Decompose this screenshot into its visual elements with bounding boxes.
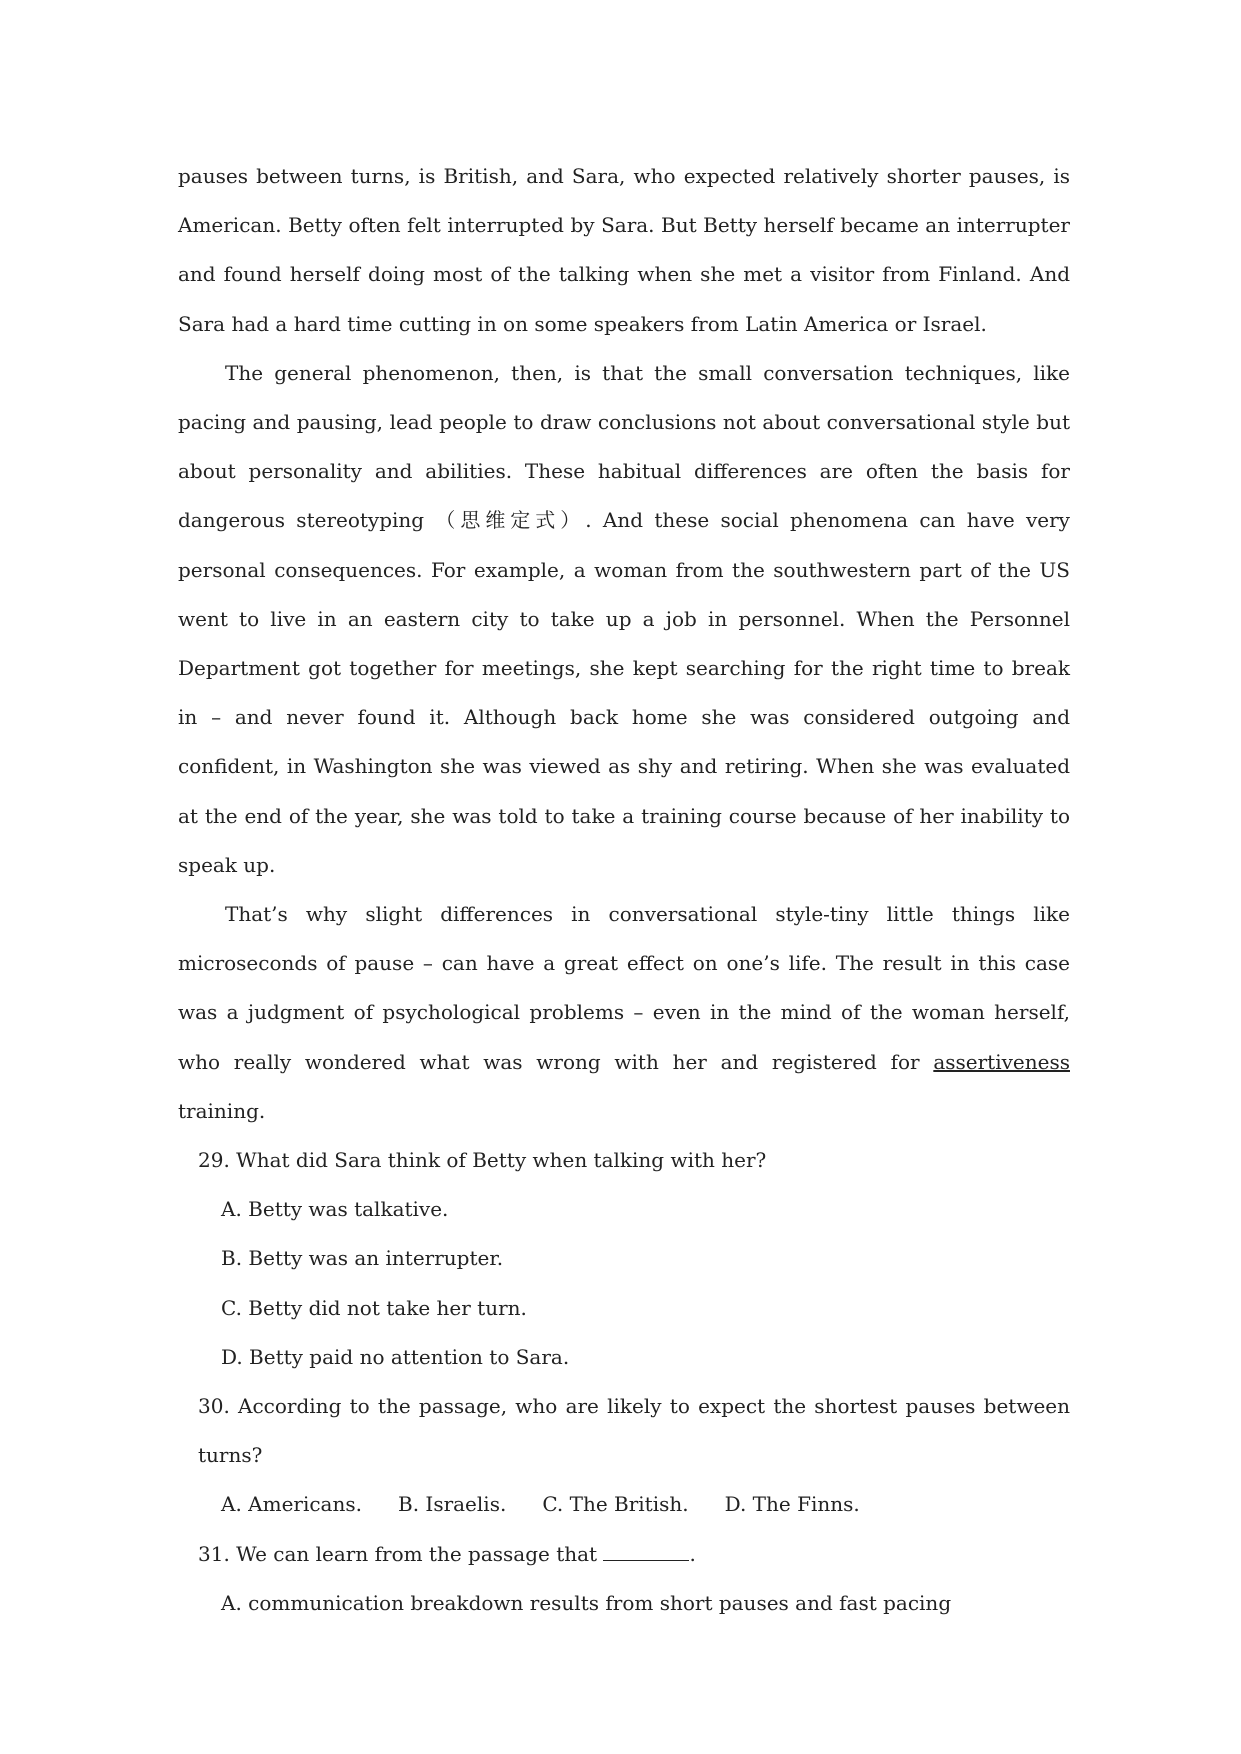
question-29-option-a: A. Betty was talkative. (221, 1197, 449, 1222)
document-content (178, 152, 1070, 1628)
passage-paragraph-1: pauses between turns, is British, and Sara, who expected relatively shorter pauses, is American. Betty often felt interrupted by Sara. But Betty herself became an interrupter and found herself doing most of the talking when she met a visitor from Finland. And Sara had a hard time cutting in on some speakers from Latin America or Israel. (178, 164, 1070, 336)
underlined-word: assertiveness (933, 1049, 1070, 1074)
paragraph-3-text: That’s why slight differences in conversational style-tiny little things like microseconds of pause – can have a great effect on one’s life. The result in this case was a judgment of psychological problems – even in the mind of the woman herself, who really wondered what was wrong with her and registered for (178, 902, 1070, 1074)
question-31-stem (178, 1530, 1070, 1579)
question-29-option-c: C. Betty did not take her turn. (221, 1295, 527, 1320)
question-31-period: . (689, 1541, 696, 1566)
question-29-stem: 29. What did Sara think of Betty when talking with her? (198, 1148, 767, 1173)
question-29-option-b: B. Betty was an interrupter. (221, 1246, 504, 1271)
question-30-option-c: C. The British. (542, 1492, 689, 1517)
question-31-text: 31. We can learn from the passage that (198, 1541, 604, 1566)
question-30-options (178, 1480, 1070, 1529)
question-30-stem: 30. According to the passage, who are likely to expect the shortest pauses between turns? (198, 1394, 1070, 1468)
paragraph-3-ending: training. (178, 1098, 266, 1123)
question-30-option-d: D. The Finns. (724, 1492, 860, 1517)
question-30-option-b: B. Israelis. (398, 1492, 507, 1517)
question-31-option-a: A. communication breakdown results from short pauses and fast pacing (221, 1590, 952, 1615)
passage-paragraph-2: The general phenomenon, then, is that the small conversation techniques, like pacing and pausing, lead people to draw conclusions not about conversational style but about personality and abilities. These habitual differences are often the basis for dangerous stereotyping （思维定式）. And these social phenomena can have very personal consequences. For example, a woman from the southwestern part of the US went to live in an eastern city to take up a job in personnel. When the Personnel Department got together for meetings, she kept searching for the right time to break in – and never found it. Although back home she was considered outgoing and confident, in Washington she was viewed as shy and retiring. When she was evaluated at the end of the year, she was told to take a training course because of her inability to speak up. (178, 360, 1070, 877)
answer-blank (603, 1540, 689, 1561)
question-29-option-d: D. Betty paid no attention to Sara. (221, 1344, 570, 1369)
question-30-option-a: A. Americans. (221, 1492, 362, 1517)
passage-paragraph-3 (178, 890, 1070, 1136)
